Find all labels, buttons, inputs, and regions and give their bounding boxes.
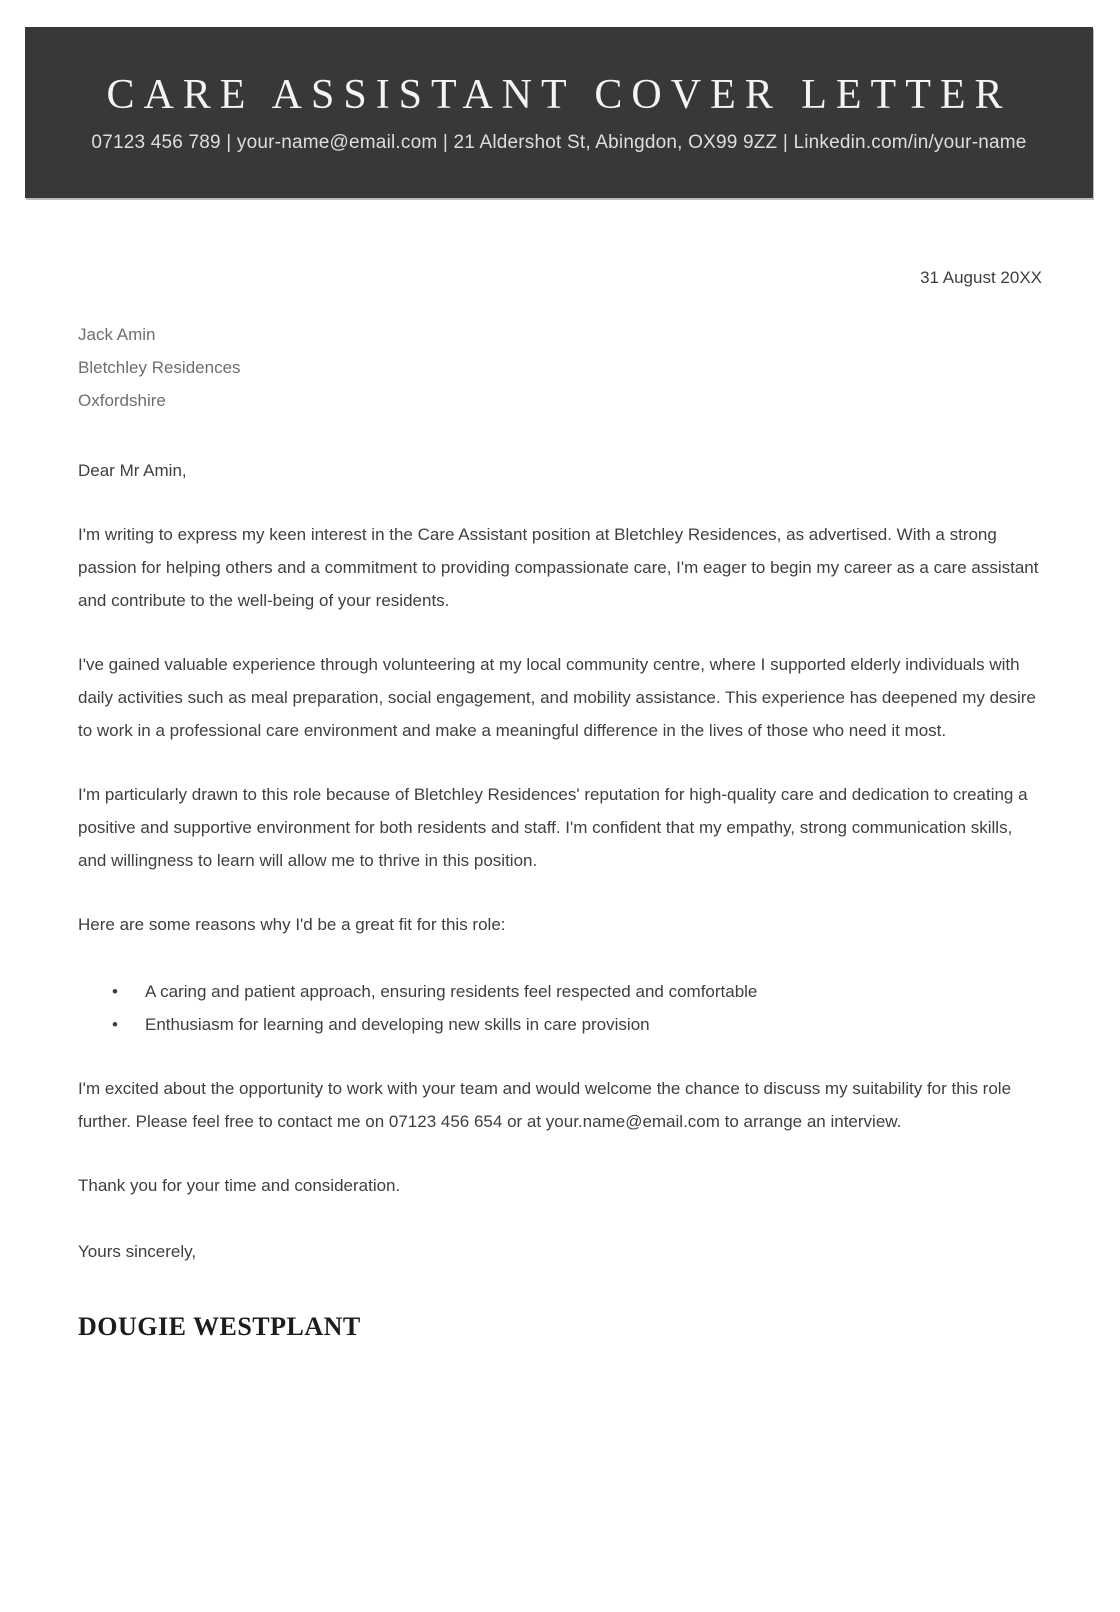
- cover-letter-page: [0, 27, 1120, 1612]
- recipient-organization: Bletchley Residences: [78, 358, 241, 377]
- paragraph-closing: I'm excited about the opportunity to work with your team and would welcome the chance to discuss my suitability for this role further. Please feel free to contact me on 07123 456 654 or at your.name@email.com to arrange an interview.: [78, 1079, 1012, 1131]
- recipient-block: [78, 318, 1042, 417]
- recipient-region: Oxfordshire: [78, 391, 166, 410]
- paragraph-motivation: I'm particularly drawn to this role because of Bletchley Residences' reputation for high-quality care and dedication to creating a positive and supportive environment for both residents and staff. I'm confident that my empathy, strong communication skills, and willingness to learn will allow me to thrive in this position.: [78, 785, 1028, 870]
- salutation: Dear Mr Amin,: [78, 461, 187, 480]
- list-item: [78, 1008, 1042, 1041]
- bullet-icon: •: [112, 1015, 118, 1034]
- reasons-list: [78, 975, 1042, 1041]
- paragraph-interest: I'm writing to express my keen interest in the Care Assistant position at Bletchley Residences, as advertised. With a strong passion for helping others and a commitment to providing compassionate care, I'm eager to begin my career as a care assistant and contribute to the well-being of your residents.: [78, 525, 1039, 610]
- recipient-name: Jack Amin: [78, 325, 156, 344]
- list-item-text: A caring and patient approach, ensuring residents feel respected and comfortable: [145, 982, 758, 1001]
- reasons-intro: Here are some reasons why I'd be a great fit for this role:: [78, 915, 506, 934]
- letter-body: [0, 261, 1120, 1347]
- letter-title: CARE ASSISTANT COVER LETTER: [106, 72, 1012, 118]
- thanks-line: Thank you for your time and consideration.: [78, 1176, 401, 1195]
- list-item-text: Enthusiasm for learning and developing new skills in care provision: [145, 1015, 650, 1034]
- list-item: [78, 975, 1042, 1008]
- paragraph-experience: I've gained valuable experience through volunteering at my local community centre, where I supported elderly individuals with daily activities such as meal preparation, social engagement, and mobility assistance. This experience has deepened my desire to work in a professional care environment and make a meaningful difference in the lives of those who need it most.: [78, 655, 1036, 740]
- bullet-icon: •: [112, 982, 118, 1001]
- signature-name: DOUGIE WESTPLANT: [78, 1312, 361, 1341]
- letter-date: 31 August 20XX: [920, 268, 1042, 287]
- valediction: Yours sincerely,: [78, 1242, 197, 1261]
- letter-header: [25, 27, 1093, 198]
- contact-info-line: 07123 456 789 | your-name@email.com | 21 Aldershot St, Abingdon, OX99 9ZZ | Linkedin.com/in/your-name: [91, 132, 1027, 153]
